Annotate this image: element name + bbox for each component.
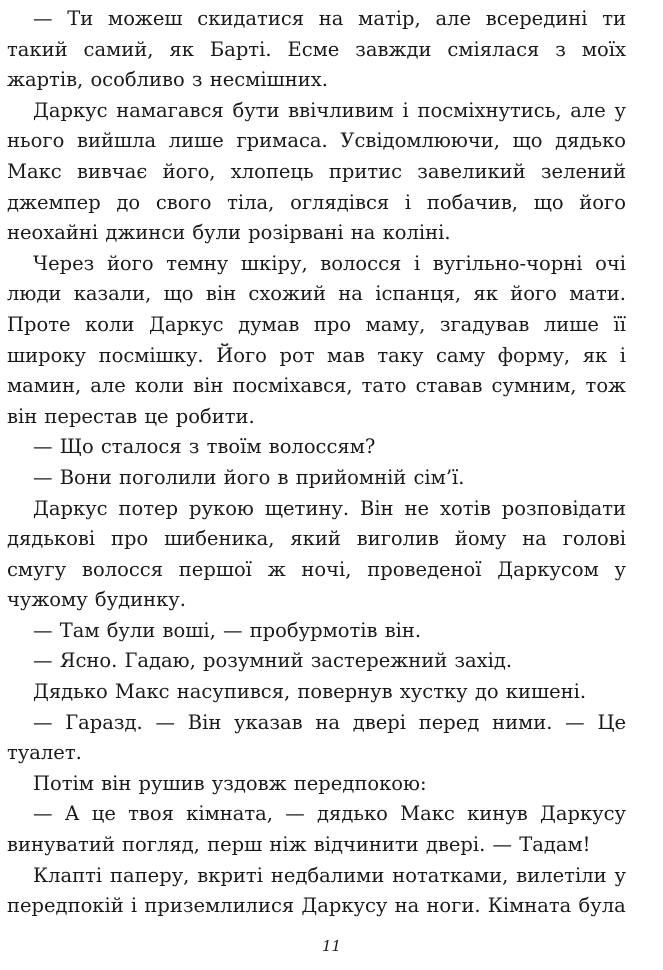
paragraph-13: Клапті паперу, вкриті недбалими нотатками, вилетіли у передпокій і приземлилися Даркусу на ноги. Кімната була (7, 863, 626, 918)
paragraph-7: — Там були воші, — пробурмотів він. (33, 618, 422, 642)
paragraph-1: — Ти можеш скидатися на матір, але всередині ти такий самий, як Барті. Есме завжди сміялася з моїх жартів, особливо з несмішних. (7, 7, 626, 92)
paragraph-5: — Вони поголили його в прийомній сім’ї. (33, 465, 465, 489)
paragraph-10: — Гаразд. — Він указав на двері перед ними. — Це туалет. (7, 710, 626, 765)
paragraph-9: Дядько Макс насупився, повернув хустку до кишені. (33, 680, 587, 704)
page-text (7, 4, 626, 922)
page-number: 11 (321, 937, 342, 955)
paragraph-11: Потім він рушив уздовж передпокою: (33, 771, 427, 795)
paragraph-12: — А це твоя кімната, — дядько Макс кинув Даркусу винуватий погляд, перш ніж відчинити двері. — Тадам! (7, 802, 626, 857)
paragraph-2: Даркус намагався бути ввічливим і посміхнутись, але у нього вийшла лише гримаса. Усвідомлюючи, що дядько Макс вивчає його, хлопець притис завеликий зелений джемпер до свого тіла, оглядівся і побачив, що його неохайні джинси були розірвані на коліні. (7, 98, 626, 245)
paragraph-3: Через його темну шкіру, волосся і вугільно-чорні очі люди казали, що він схожий на іспанця, як його мати. Проте коли Даркус думав про маму, згадував лише її широку посмішку. Його рот мав таку саму форму, як і мамин, але коли він посміхався, тато ставав сумним, тож він перестав це робити. (7, 251, 626, 428)
paragraph-8: — Ясно. Гадаю, розумний застережний захід. (33, 649, 513, 673)
paragraph-4: — Що сталося з твоїм волоссям? (33, 435, 376, 459)
paragraph-6: Даркус потер рукою щетину. Він не хотів розповідати дядькові про шибеника, який виголив йому на голові смугу волосся першої ж ночі, проведеної Даркусом у чужому будинку. (7, 496, 626, 612)
